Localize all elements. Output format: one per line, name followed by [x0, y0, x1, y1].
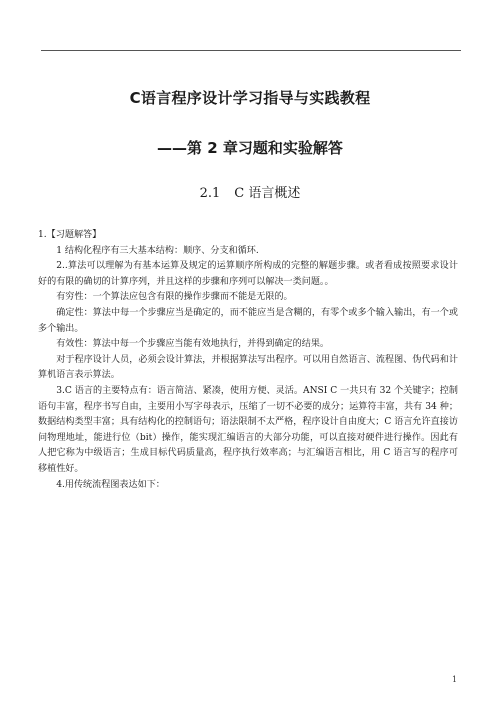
section-title: C 语言概述: [234, 186, 301, 201]
paragraph: 2..算法可以理解为有基本运算及规定的运算顺序所构成的完整的解题步骤。或者看成按照要求设计好的有限的确切的计算序列，并且这样的步骤和序列可以解决一类问题。。: [38, 261, 458, 287]
paragraph: 有穷性：一个算法应包含有限的操作步骤而不能是无限的。: [56, 292, 293, 303]
header-rule: [41, 50, 461, 51]
paragraph: 4.用传统流程图表达如下：: [56, 479, 165, 490]
section-heading: [0, 182, 500, 201]
exercise-heading: 1.【习题解答】: [38, 230, 102, 240]
paragraph: 确定性：算法中每一个步骤应当是确定的，而不能应当是含糊的，有零个或多个输入输出，有一个或多个输出。: [38, 307, 458, 334]
paragraph: 1 结构化程序有三大基本结构：顺序、分支和循环.: [56, 245, 259, 256]
paragraph: 对于程序设计人员，必须会设计算法，并根据算法写出程序。可以用自然语言、流程图、伪代码和计算机语言表示算法。: [38, 354, 458, 381]
body-text: [38, 228, 458, 493]
document-title: C语言程序设计学习指导与实践教程: [129, 89, 371, 107]
paragraph: 3.C 语言的主要特点有：语言简洁、紧凑，使用方便、灵活。ANSI C 一共只有 32 个关键字；控制语句丰富，程序书写自由，主要用小写字母表示，压缩了一切不必要的成分；运算符丰富，共有 34 种；数据结构类型丰富；具有结构化的控制语句；语法限制不太严格，程序设计自由度大；C 语言允许直接访问物理地址，能进行位（bit）操作，能实现汇编语言的大部分功能，可以直接对硬件进行操作。因此有人把它称为中级语言；生成目标代码质量高，程序执行效率高；与汇编语言相比，用 C 语言写的程序可移植性好。: [38, 385, 458, 474]
section-number: 2.1: [199, 186, 221, 201]
chapter-subtitle: ——第 2 章习题和实验解答: [157, 139, 343, 157]
paragraph: 有效性：算法中每一个步骤应当能有效地执行，并得到确定的结果。: [56, 339, 330, 350]
page-number: 1: [452, 675, 458, 684]
